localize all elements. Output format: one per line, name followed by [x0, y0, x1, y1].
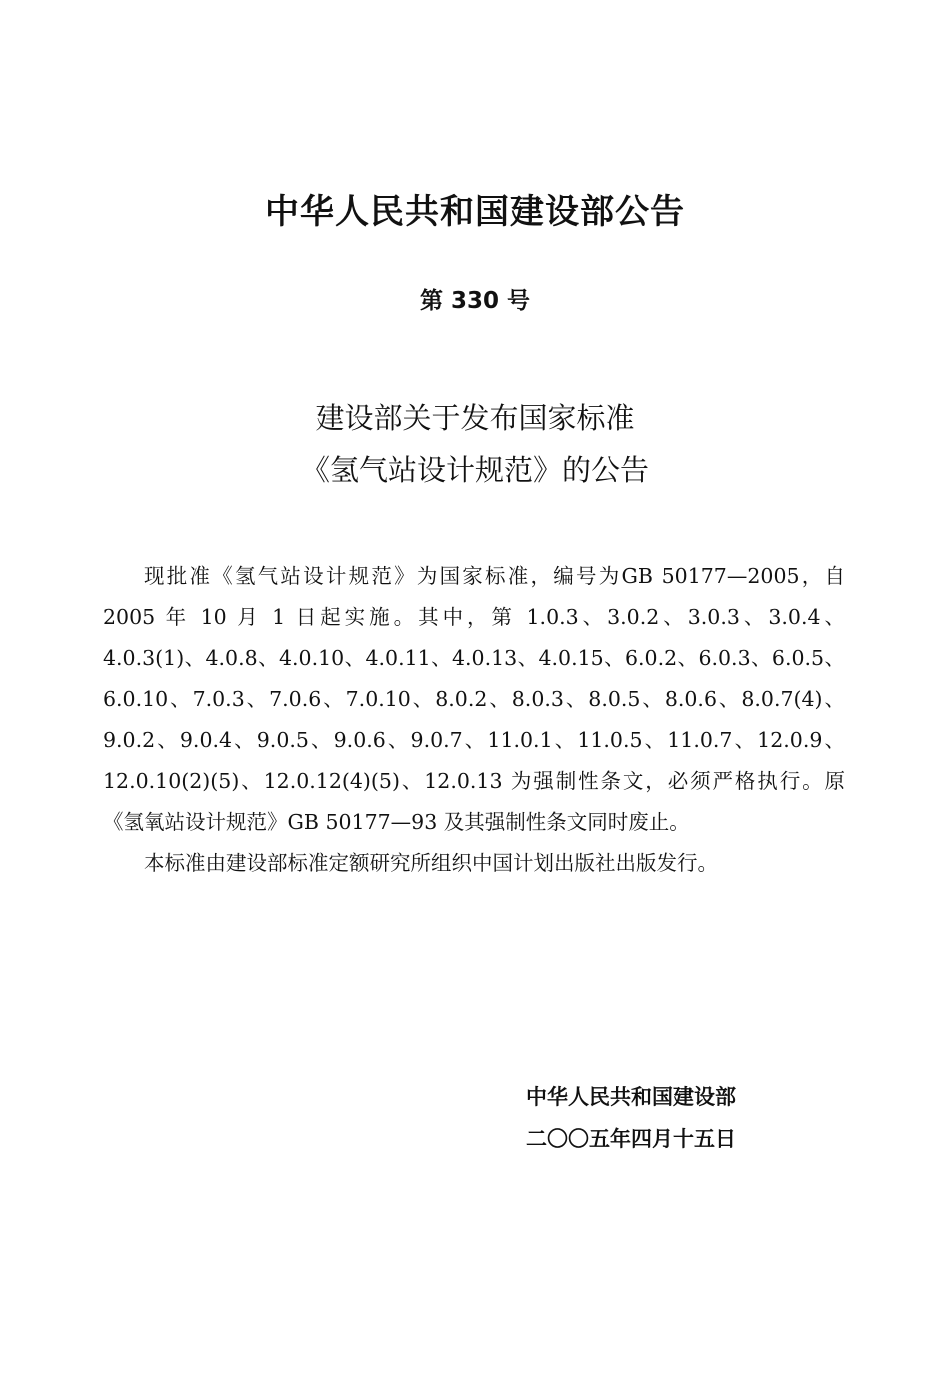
- page-title: 中华人民共和国建设部公告: [265, 192, 685, 232]
- announcement-body: [103, 556, 845, 884]
- announcement-subtitle: [0, 392, 950, 496]
- issuer-name: 中华人民共和国建设部: [526, 1085, 736, 1109]
- announcement-number: 第 330 号: [419, 288, 531, 314]
- body-paragraph-1: 现批准《氢气站设计规范》为国家标准，编号为GB 50177—2005，自 2005 年 10 月 1 日起实施。其中，第 1.0.3、3.0.2、3.0.3、3.0.4、4.0.3(1)、4.0.8、4.0.10、4.0.11、4.0.13、4.0.15、6.0.2、6.0.3、6.0.5、6.0.10、7.0.3、7.0.6、7.0.10、8.0.2、8.0.3、8.0.5、8.0.6、8.0.7(4)、9.0.2、9.0.4、9.0.5、9.0.6、9.0.7、11.0.1、11.0.5、11.0.7、12.0.9、12.0.10(2)(5)、12.0.12(4)(5)、12.0.13 为强制性条文，必须严格执行。原《氢氧站设计规范》GB 50177—93 及其强制性条文同时废止。: [103, 564, 845, 834]
- signature-block: [526, 1076, 826, 1160]
- subtitle-line-1: 建设部关于发布国家标准: [315, 401, 635, 435]
- issue-date: 二〇〇五年四月十五日: [526, 1127, 736, 1151]
- body-paragraph-2: 本标准由建设部标准定额研究所组织中国计划出版社出版发行。: [144, 851, 718, 875]
- subtitle-line-2: 《氢气站设计规范》的公告: [300, 453, 649, 487]
